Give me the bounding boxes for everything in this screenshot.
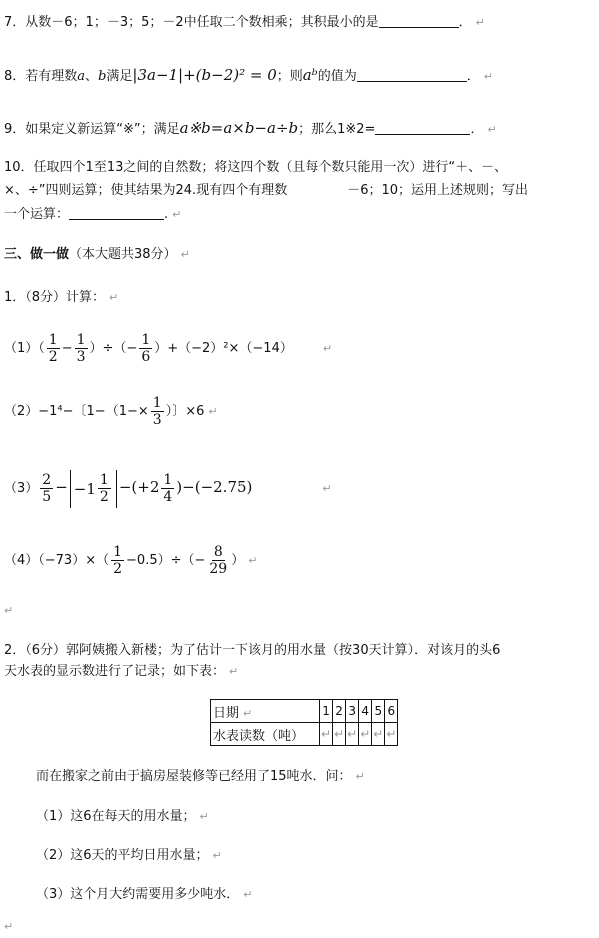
q9-expression: a※b=a×b−a÷b — [179, 119, 299, 137]
q9-end: ． — [470, 122, 484, 137]
q8-sep: 、 — [85, 69, 99, 84]
q8-end: ． — [466, 69, 480, 84]
reading-cell: ↵ — [333, 723, 346, 746]
absolute-value — [70, 470, 117, 508]
empty-paragraph — [4, 918, 13, 936]
fraction — [139, 332, 152, 365]
paragraph-mark: ↵ — [243, 706, 253, 720]
denominator: 6 — [141, 349, 151, 365]
q7-end: ． — [458, 15, 472, 30]
numerator: 1 — [152, 395, 162, 411]
q8-post: ；则 — [276, 69, 303, 84]
q10-end: . — [164, 207, 169, 222]
i3-mid: −(+2 — [118, 478, 160, 496]
reading-cell: ↵ — [320, 723, 333, 746]
paragraph-mark: ↵ — [208, 405, 218, 418]
day-cell: 1 — [320, 700, 333, 723]
section-3-heading — [4, 246, 190, 264]
numerator: 1 — [99, 472, 109, 488]
problem-1-item-3 — [4, 466, 332, 510]
fraction — [98, 472, 111, 505]
denominator: 4 — [163, 489, 173, 505]
numerator: 8 — [213, 544, 223, 560]
fraction — [111, 544, 124, 577]
question-10-line-1: 10．任取四个1至13之间的自然数；将这四个数（且每个数只能用一次）进行“＋、－、 — [4, 160, 508, 175]
paragraph-mark: ↵ — [199, 810, 209, 823]
denominator: 29 — [209, 561, 228, 577]
paragraph-mark: ↵ — [229, 665, 239, 678]
paragraph-mark: ↵ — [475, 16, 485, 29]
p2-q2: （2）这6天的平均日用水量； — [36, 848, 209, 863]
i1-div: ）÷（− — [89, 341, 138, 356]
problem-1-item-4 — [4, 542, 257, 580]
i1-label: （1）（ — [4, 341, 45, 356]
var-a: a — [77, 69, 86, 84]
label-text: 日期 — [213, 705, 240, 721]
numerator: 1 — [113, 544, 123, 560]
paragraph-mark: ↵ — [355, 770, 365, 783]
problem-2-note — [36, 768, 365, 786]
day-cell: 5 — [372, 700, 385, 723]
p2-q1: （1）这6在每天的用水量； — [36, 809, 196, 824]
reading-cell: ↵ — [359, 723, 372, 746]
denominator: 5 — [42, 489, 52, 505]
q9-answer-blank — [375, 120, 470, 135]
q8-tail: 的值为 — [317, 69, 357, 84]
denominator: 3 — [76, 349, 86, 365]
paragraph-mark: ↵ — [248, 554, 258, 567]
i2-label: （2）−1⁴−〔1−（1−× — [4, 404, 149, 419]
paragraph-mark: ↵ — [322, 342, 333, 355]
paragraph-mark: ↵ — [322, 482, 332, 495]
i2-rest: ）〕×6 — [165, 404, 205, 419]
i3-label: （3） — [4, 481, 39, 496]
numerator: 2 — [42, 472, 52, 488]
numerator: 1 — [48, 332, 58, 348]
q8-formula: |3a−1|+(b−2)² = 0 — [132, 66, 277, 84]
row-label-date — [211, 700, 320, 723]
i4-mid: −0.5）÷（− — [126, 553, 206, 568]
paragraph-mark: ↵ — [212, 849, 222, 862]
p1-title: 1．（8分）计算： — [4, 290, 106, 305]
row-label-reading — [211, 723, 320, 746]
question-7 — [4, 13, 485, 32]
section-note: （本大题共38分） — [69, 247, 177, 262]
fraction — [161, 472, 174, 505]
q7-answer-blank — [379, 13, 459, 28]
paragraph-mark: ↵ — [180, 248, 190, 261]
i1-rest: ）+（−2）²×（−14） — [154, 341, 293, 356]
numerator: 1 — [141, 332, 151, 348]
table-row — [211, 723, 398, 746]
q9-post: ；那么1※2= — [298, 122, 376, 137]
fraction — [47, 332, 60, 365]
section-title: 三、做一做 — [4, 247, 70, 262]
problem-1-title — [4, 289, 118, 307]
whole-part: −1 — [73, 479, 96, 498]
question-9 — [4, 119, 497, 139]
water-meter-table — [210, 699, 398, 746]
p2-line2: 天水表的显示数进行了记录；如下表： — [4, 664, 226, 679]
q10-line2-start: ×、÷”四则运算；使其结果为24.现有四个有理数 — [4, 183, 288, 198]
problem-2-line-1: 2．（6分）郭阿姨搬入新楼；为了估计一下该月的用水量（按30天计算）．对该月的头6 — [4, 643, 501, 658]
day-cell: 4 — [359, 700, 372, 723]
p2-note: 而在搬家之前由于搞房屋装修等已经用了15吨水．问： — [36, 769, 352, 784]
question-10-line-3 — [4, 205, 181, 224]
empty-paragraph — [4, 602, 13, 620]
denominator: 3 — [152, 412, 162, 428]
q7-text: 7．从数－6；1；－3；5；－2中任取二个数相乘；其积最小的是 — [4, 15, 379, 30]
fraction — [40, 472, 53, 505]
problem-1-item-1 — [4, 330, 332, 368]
day-cell: 3 — [346, 700, 359, 723]
q8-prefix: 8．若有理数 — [4, 69, 78, 84]
mixed-number — [74, 468, 113, 510]
numerator: 1 — [76, 332, 86, 348]
var-b: b — [98, 69, 107, 84]
problem-1-item-2 — [4, 393, 218, 431]
fraction — [151, 395, 164, 428]
problem-2-q1 — [36, 808, 209, 826]
paragraph-mark: ↵ — [172, 208, 182, 221]
fraction — [207, 544, 229, 577]
q10-answer-blank — [69, 205, 164, 220]
label-text: 水表读数（吨） — [213, 728, 305, 744]
question-10-line-2 — [4, 182, 528, 200]
q8-mid: 满足 — [106, 69, 133, 84]
table-row — [211, 700, 398, 723]
q10-line2-end: －6；10；运用上述规则；写出 — [347, 183, 529, 198]
numerator: 1 — [163, 472, 173, 488]
day-cell: 2 — [333, 700, 346, 723]
problem-2-q2 — [36, 847, 222, 865]
paragraph-mark: ↵ — [483, 70, 493, 83]
reading-cell: ↵ — [372, 723, 385, 746]
minus: − — [61, 341, 73, 356]
q10-line3: 一个运算： — [4, 207, 70, 222]
reading-cell: ↵ — [346, 723, 359, 746]
paragraph-mark: ↵ — [109, 291, 119, 304]
day-cell: 6 — [385, 700, 398, 723]
paragraph-mark: ↵ — [4, 604, 14, 617]
reading-cell: ↵ — [385, 723, 398, 746]
minus: − — [55, 478, 68, 496]
q8-answer-blank — [357, 67, 467, 82]
denominator: 2 — [113, 561, 123, 577]
question-8 — [4, 66, 493, 86]
i4-end: ） — [231, 553, 245, 568]
q8-power: aᵇ — [302, 66, 318, 84]
i3-rest: )−(−2.75) — [176, 478, 253, 496]
paragraph-mark: ↵ — [243, 888, 253, 901]
i4-label: （4）（−73）×（ — [4, 553, 110, 568]
paragraph-mark: ↵ — [4, 920, 14, 933]
denominator: 2 — [99, 489, 109, 505]
problem-2-q3 — [36, 886, 253, 904]
problem-2-line-2 — [4, 663, 238, 681]
denominator: 2 — [48, 349, 58, 365]
fraction — [75, 332, 88, 365]
p2-q3: （3）这个月大约需要用多少吨水． — [36, 887, 240, 902]
q9-prefix: 9．如果定义新运算“※”；满足 — [4, 122, 180, 137]
paragraph-mark: ↵ — [487, 123, 497, 136]
